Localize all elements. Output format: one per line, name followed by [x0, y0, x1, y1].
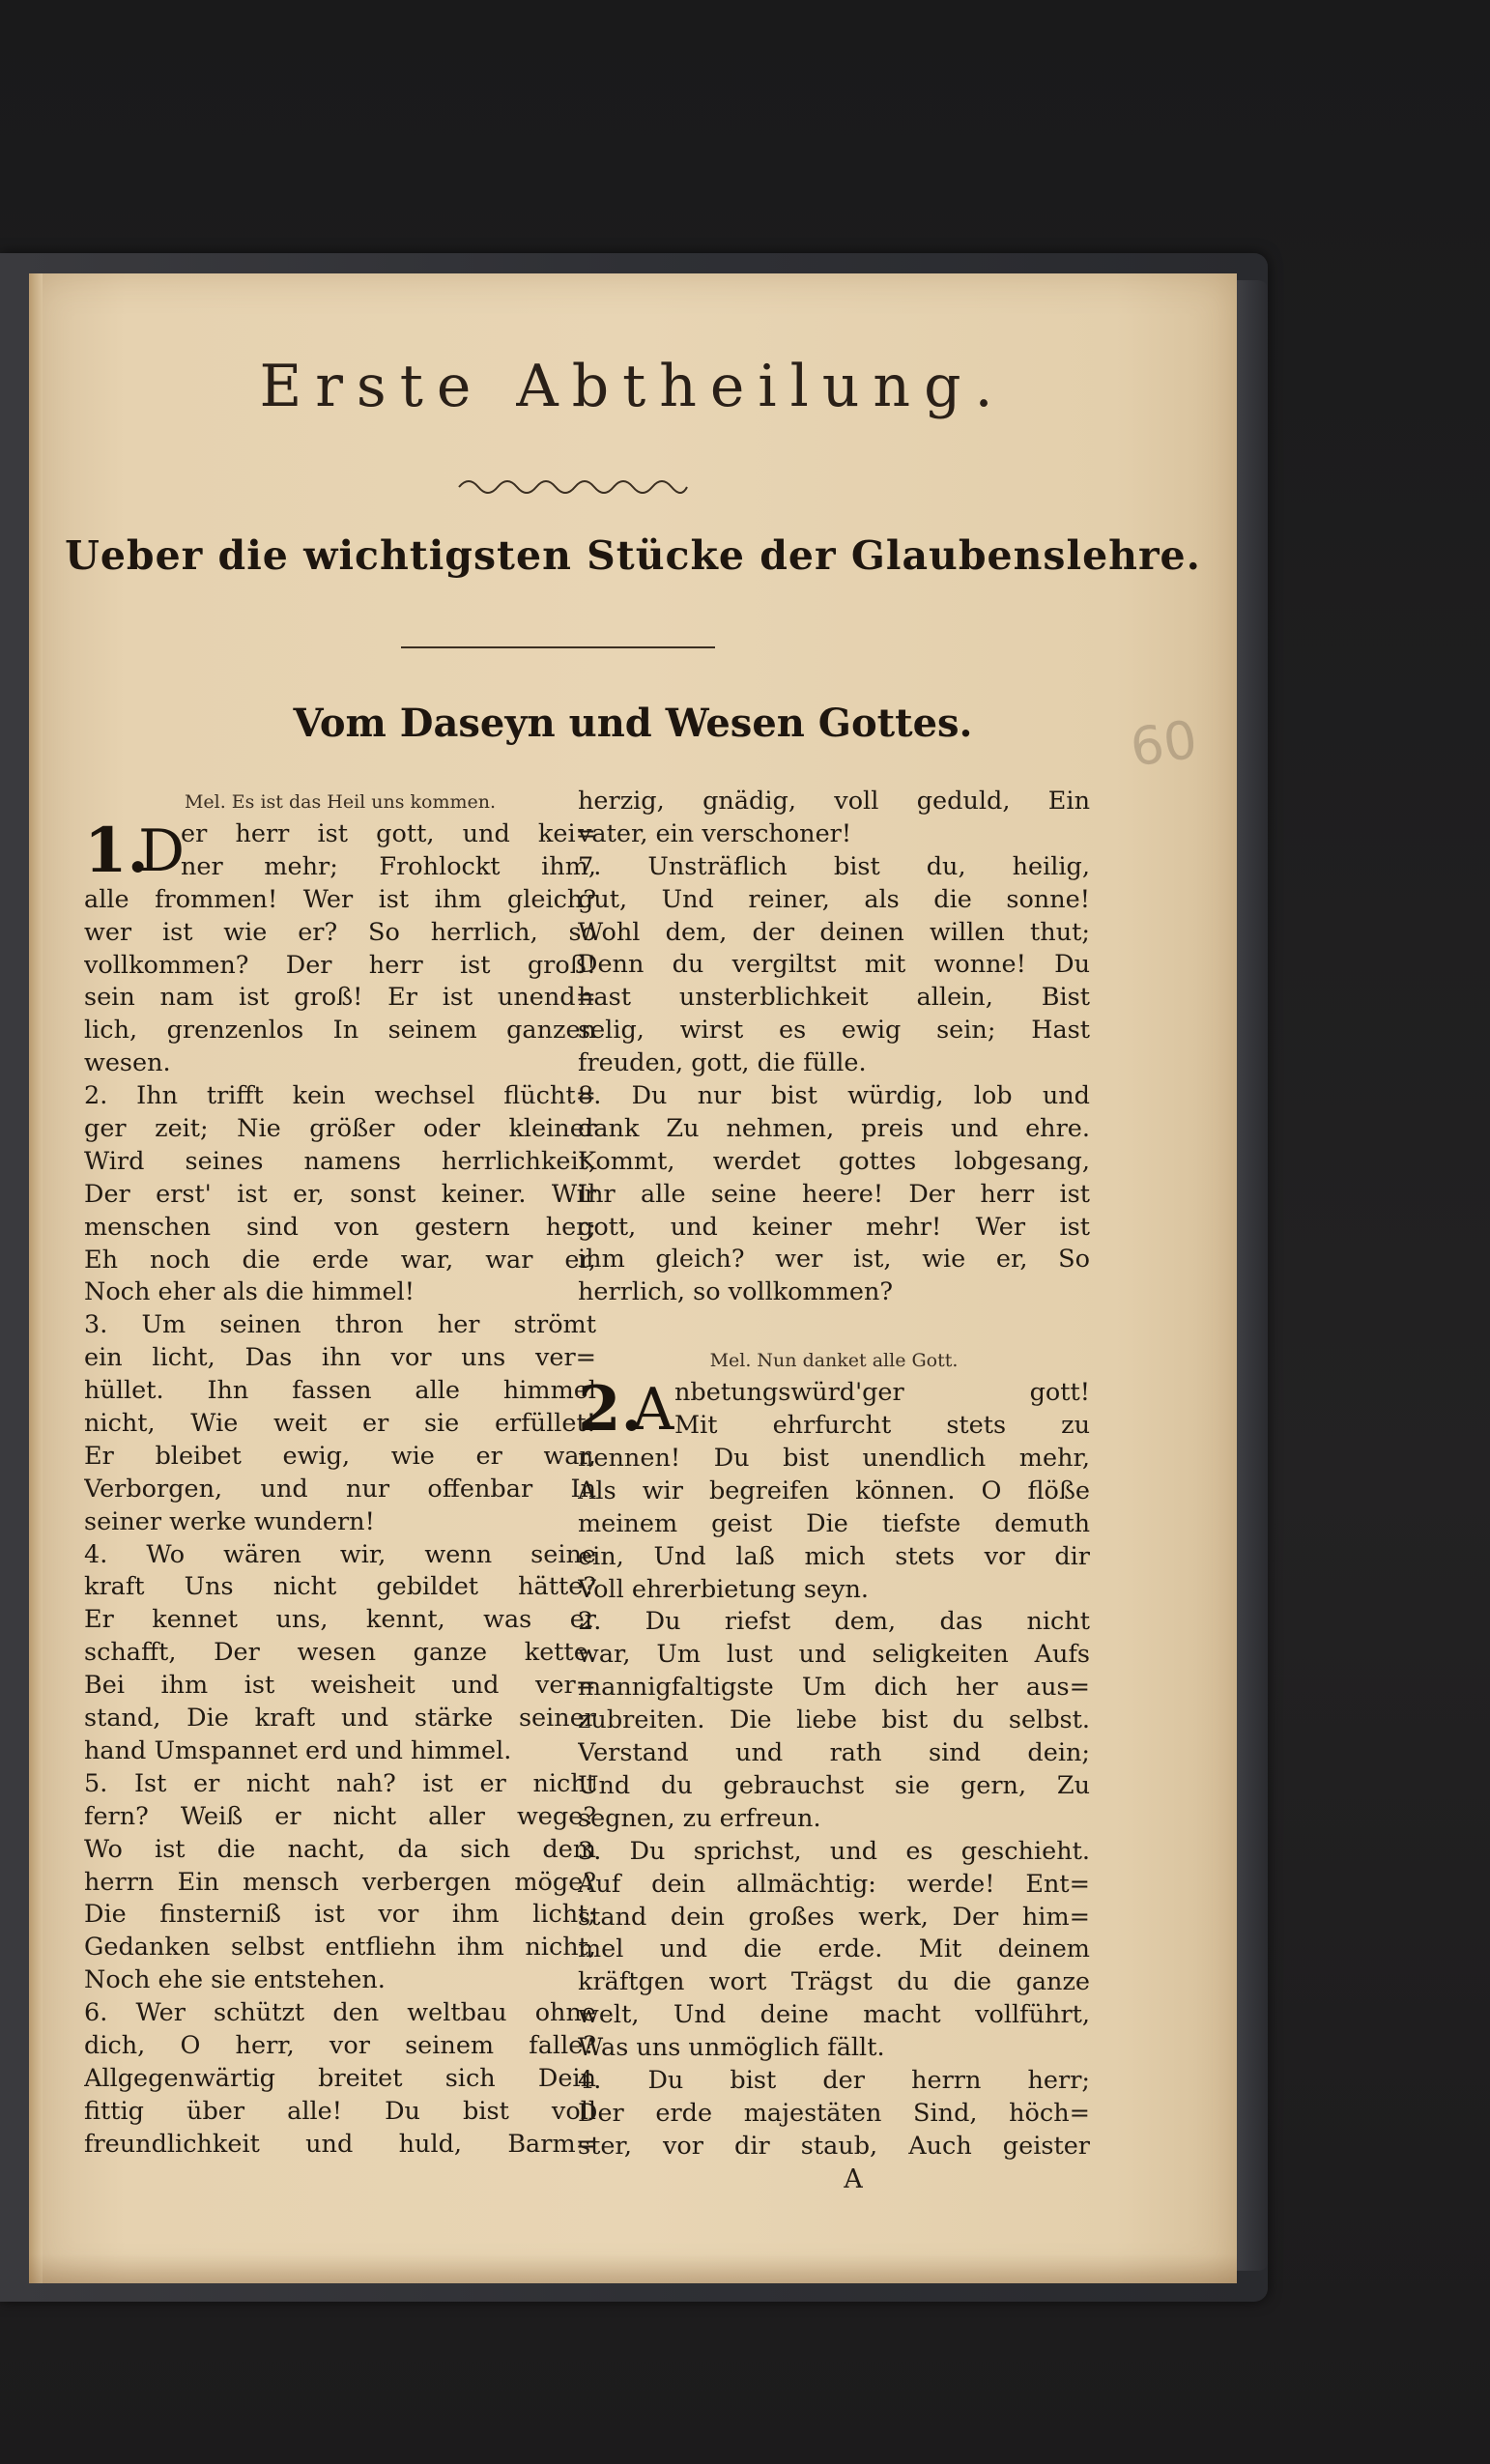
text-line: Wo ist die nacht, da sich dem [84, 1834, 596, 1864]
text-line: 2. Du riefst dem, das nicht [578, 1607, 1090, 1637]
text-line: dich, O herr, vor seinem falle? [84, 2030, 596, 2060]
text-line: vater, ein verschoner! [578, 818, 852, 848]
text-line: Die finsterniß ist vor ihm licht; [84, 1900, 596, 1930]
text-line: kraft Uns nicht gebildet hätte? [84, 1572, 596, 1602]
text-line: Als wir begreifen können. O flöße [578, 1476, 1090, 1505]
hymn-2-text [578, 1373, 1090, 2163]
text-line: wesen. [84, 1048, 171, 1078]
hymn-2-initial: A [632, 1376, 674, 1445]
text-line: Verborgen, und nur offenbar In [84, 1474, 596, 1504]
text-line: mannigfaltigste Um dich her aus= [578, 1673, 1090, 1703]
text-line: Der erde majestäten Sind, höch= [578, 2098, 1090, 2128]
hymn-2-block [578, 1373, 1090, 2163]
text-line: ster, vor dir staub, Auch geister [578, 2131, 1090, 2161]
section-heading: Vom Daseyn und Wesen Gottes. [293, 701, 973, 746]
right-column [578, 786, 1090, 2196]
text-line: segnen, zu erfreun. [578, 1803, 821, 1833]
text-line: 4. Wo wären wir, wenn seine [84, 1539, 596, 1569]
text-line: nennen! Du bist unendlich mehr, [578, 1444, 1090, 1474]
text-line: Wird seines namens herrlichkeit, [84, 1146, 596, 1176]
text-line: 3. Um seinen thron her strömt [84, 1310, 596, 1340]
text-line: gott, und keiner mehr! Wer ist [578, 1212, 1090, 1242]
book-page [29, 273, 1237, 2283]
text-line: stand dein großes werk, Der him= [578, 1902, 1090, 1932]
text-line: zubreiten. Die liebe bist du selbst. [578, 1705, 1090, 1735]
text-line: nicht, Wie weit er sie erfüllet! [84, 1409, 596, 1439]
hymn-2-melody: Mel. Nun danket alle Gott. [709, 1350, 959, 1372]
text-line: wer ist wie er? So herrlich, so [84, 917, 596, 947]
text-line: hast unsterblichkeit allein, Bist [578, 983, 1090, 1013]
text-line: 4. Du bist der herrn herr; [578, 2065, 1090, 2095]
text-line: Er kennet uns, kennt, was er [84, 1605, 596, 1635]
text-line: stand, Die kraft und stärke seiner [84, 1704, 596, 1733]
text-line: 3. Du sprichst, und es geschieht. [578, 1836, 1090, 1866]
text-line: Er bleibet ewig, wie er war, [84, 1441, 596, 1471]
hymn-1-continued-text [578, 786, 1090, 1309]
text-line: Allgegenwärtig breitet sich Dein [84, 2063, 596, 2093]
text-line: herrlich, so vollkommen? [578, 1277, 894, 1307]
divider-rule [401, 646, 715, 648]
text-line: Gedanken selbst entfliehn ihm nicht, [84, 1933, 596, 1963]
hymn-gap [578, 1309, 1090, 1344]
text-line: hüllet. Ihn fassen alle himmel [84, 1376, 596, 1406]
text-line: menschen sind von gestern her; [84, 1212, 596, 1242]
text-line: er herr ist gott, und kei= [181, 819, 596, 848]
ornament-divider [457, 473, 689, 501]
text-line: herzig, gnädig, voll geduld, Ein [578, 787, 1090, 816]
text-line: ein licht, Das ihn vor uns ver= [84, 1343, 596, 1373]
text-line: Eh noch die erde war, war er, [84, 1245, 596, 1275]
text-line: Und du gebrauchst sie gern, Zu [578, 1770, 1090, 1800]
text-line: ger zeit; Nie größer oder kleiner [84, 1114, 596, 1144]
hymn-1-initial: D [138, 817, 186, 885]
text-line: 6. Wer schützt den weltbau ohne [84, 1998, 596, 2028]
text-line: gut, Und reiner, als die sonne! [578, 884, 1090, 914]
text-line: kräftgen wort Trägst du die ganze [578, 1967, 1090, 1997]
text-line: fittig über alle! Du bist voll [84, 2096, 596, 2126]
text-line: alle frommen! Wer ist ihm gleich? [84, 884, 596, 914]
text-line: lich, grenzenlos In seinem ganzen [84, 1016, 596, 1046]
text-line: herrn Ein mensch verbergen möge? [84, 1867, 596, 1897]
text-line: selig, wirst es ewig sein; Hast [578, 1016, 1090, 1046]
text-line: nbetungswürd'ger gott! [674, 1378, 1090, 1408]
text-line: freuden, gott, die fülle. [578, 1048, 867, 1078]
text-line: Noch eher als die himmel! [84, 1277, 415, 1307]
text-line: meinem geist Die tiefste demuth [578, 1508, 1090, 1538]
text-line: Mit ehrfurcht stets zu [674, 1411, 1090, 1441]
text-line: mel und die erde. Mit deinem [578, 1934, 1090, 1964]
text-line: freundlichkeit und huld, Barm= [84, 2129, 596, 2159]
text-line: Noch ehe sie entstehen. [84, 1965, 386, 1995]
text-line: Bei ihm ist weisheit und ver= [84, 1671, 596, 1701]
text-line: 2. Ihn trifft kein wechsel flücht= [84, 1081, 596, 1111]
text-line: seiner werke wundern! [84, 1506, 375, 1536]
text-line: welt, Und deine macht vollführt, [578, 2000, 1090, 2030]
text-line: fern? Weiß er nicht aller wege? [84, 1801, 596, 1831]
hymn-1-number: 1. [84, 815, 149, 887]
text-line: Verstand und rath sind dein; [578, 1738, 1090, 1768]
text-line: Voll ehrerbietung seyn. [578, 1574, 870, 1604]
text-line: schafft, Der wesen ganze kette. [84, 1638, 596, 1668]
text-line: 7. Unsträflich bist du, heilig, [578, 851, 1090, 881]
text-line: Ihr alle seine heere! Der herr ist [578, 1179, 1090, 1209]
text-line: Der erst' ist er, sonst keiner. Wir [84, 1179, 596, 1209]
text-line: Denn du vergiltst mit wonne! Du [578, 950, 1090, 980]
page-bottom-shadow [29, 2254, 1237, 2283]
page-title: Erste Abtheilung. [259, 353, 1007, 420]
catchword: A [844, 2163, 863, 2194]
left-column [84, 786, 596, 2162]
page-subtitle: Ueber die wichtigsten Stücke der Glaubenslehre. [65, 532, 1201, 579]
hymn-1-text [84, 815, 596, 2162]
text-line: vollkommen? Der herr ist groß! [84, 950, 596, 980]
hymn-2-number: 2. [578, 1373, 643, 1447]
text-line: 8. Du nur bist würdig, lob und [578, 1081, 1090, 1111]
hymn-1-melody: Mel. Es ist das Heil uns kommen. [184, 791, 497, 813]
text-line: dank Zu nehmen, preis und ehre. [578, 1113, 1090, 1143]
text-line: Wohl dem, der deinen willen thut; [578, 917, 1090, 947]
text-line: Was uns unmöglich fällt. [578, 2033, 885, 2063]
text-line: hand Umspannet erd und himmel. [84, 1735, 512, 1765]
text-line: ner mehr; Frohlockt ihm, [181, 851, 596, 881]
text-line: Auf dein allmächtig: werde! Ent= [578, 1869, 1090, 1899]
text-line: 5. Ist er nicht nah? ist er nicht [84, 1768, 596, 1798]
pencil-annotation: 60 [1126, 708, 1201, 779]
text-line: sein nam ist groß! Er ist unend= [84, 983, 596, 1013]
text-line: Kommt, werdet gottes lobgesang, [578, 1146, 1090, 1176]
text-line: war, Um lust und seligkeiten Aufs [578, 1640, 1090, 1670]
text-line: ein, Und laß mich stets vor dir [578, 1541, 1090, 1571]
text-line: ihm gleich? wer ist, wie er, So [578, 1245, 1090, 1275]
